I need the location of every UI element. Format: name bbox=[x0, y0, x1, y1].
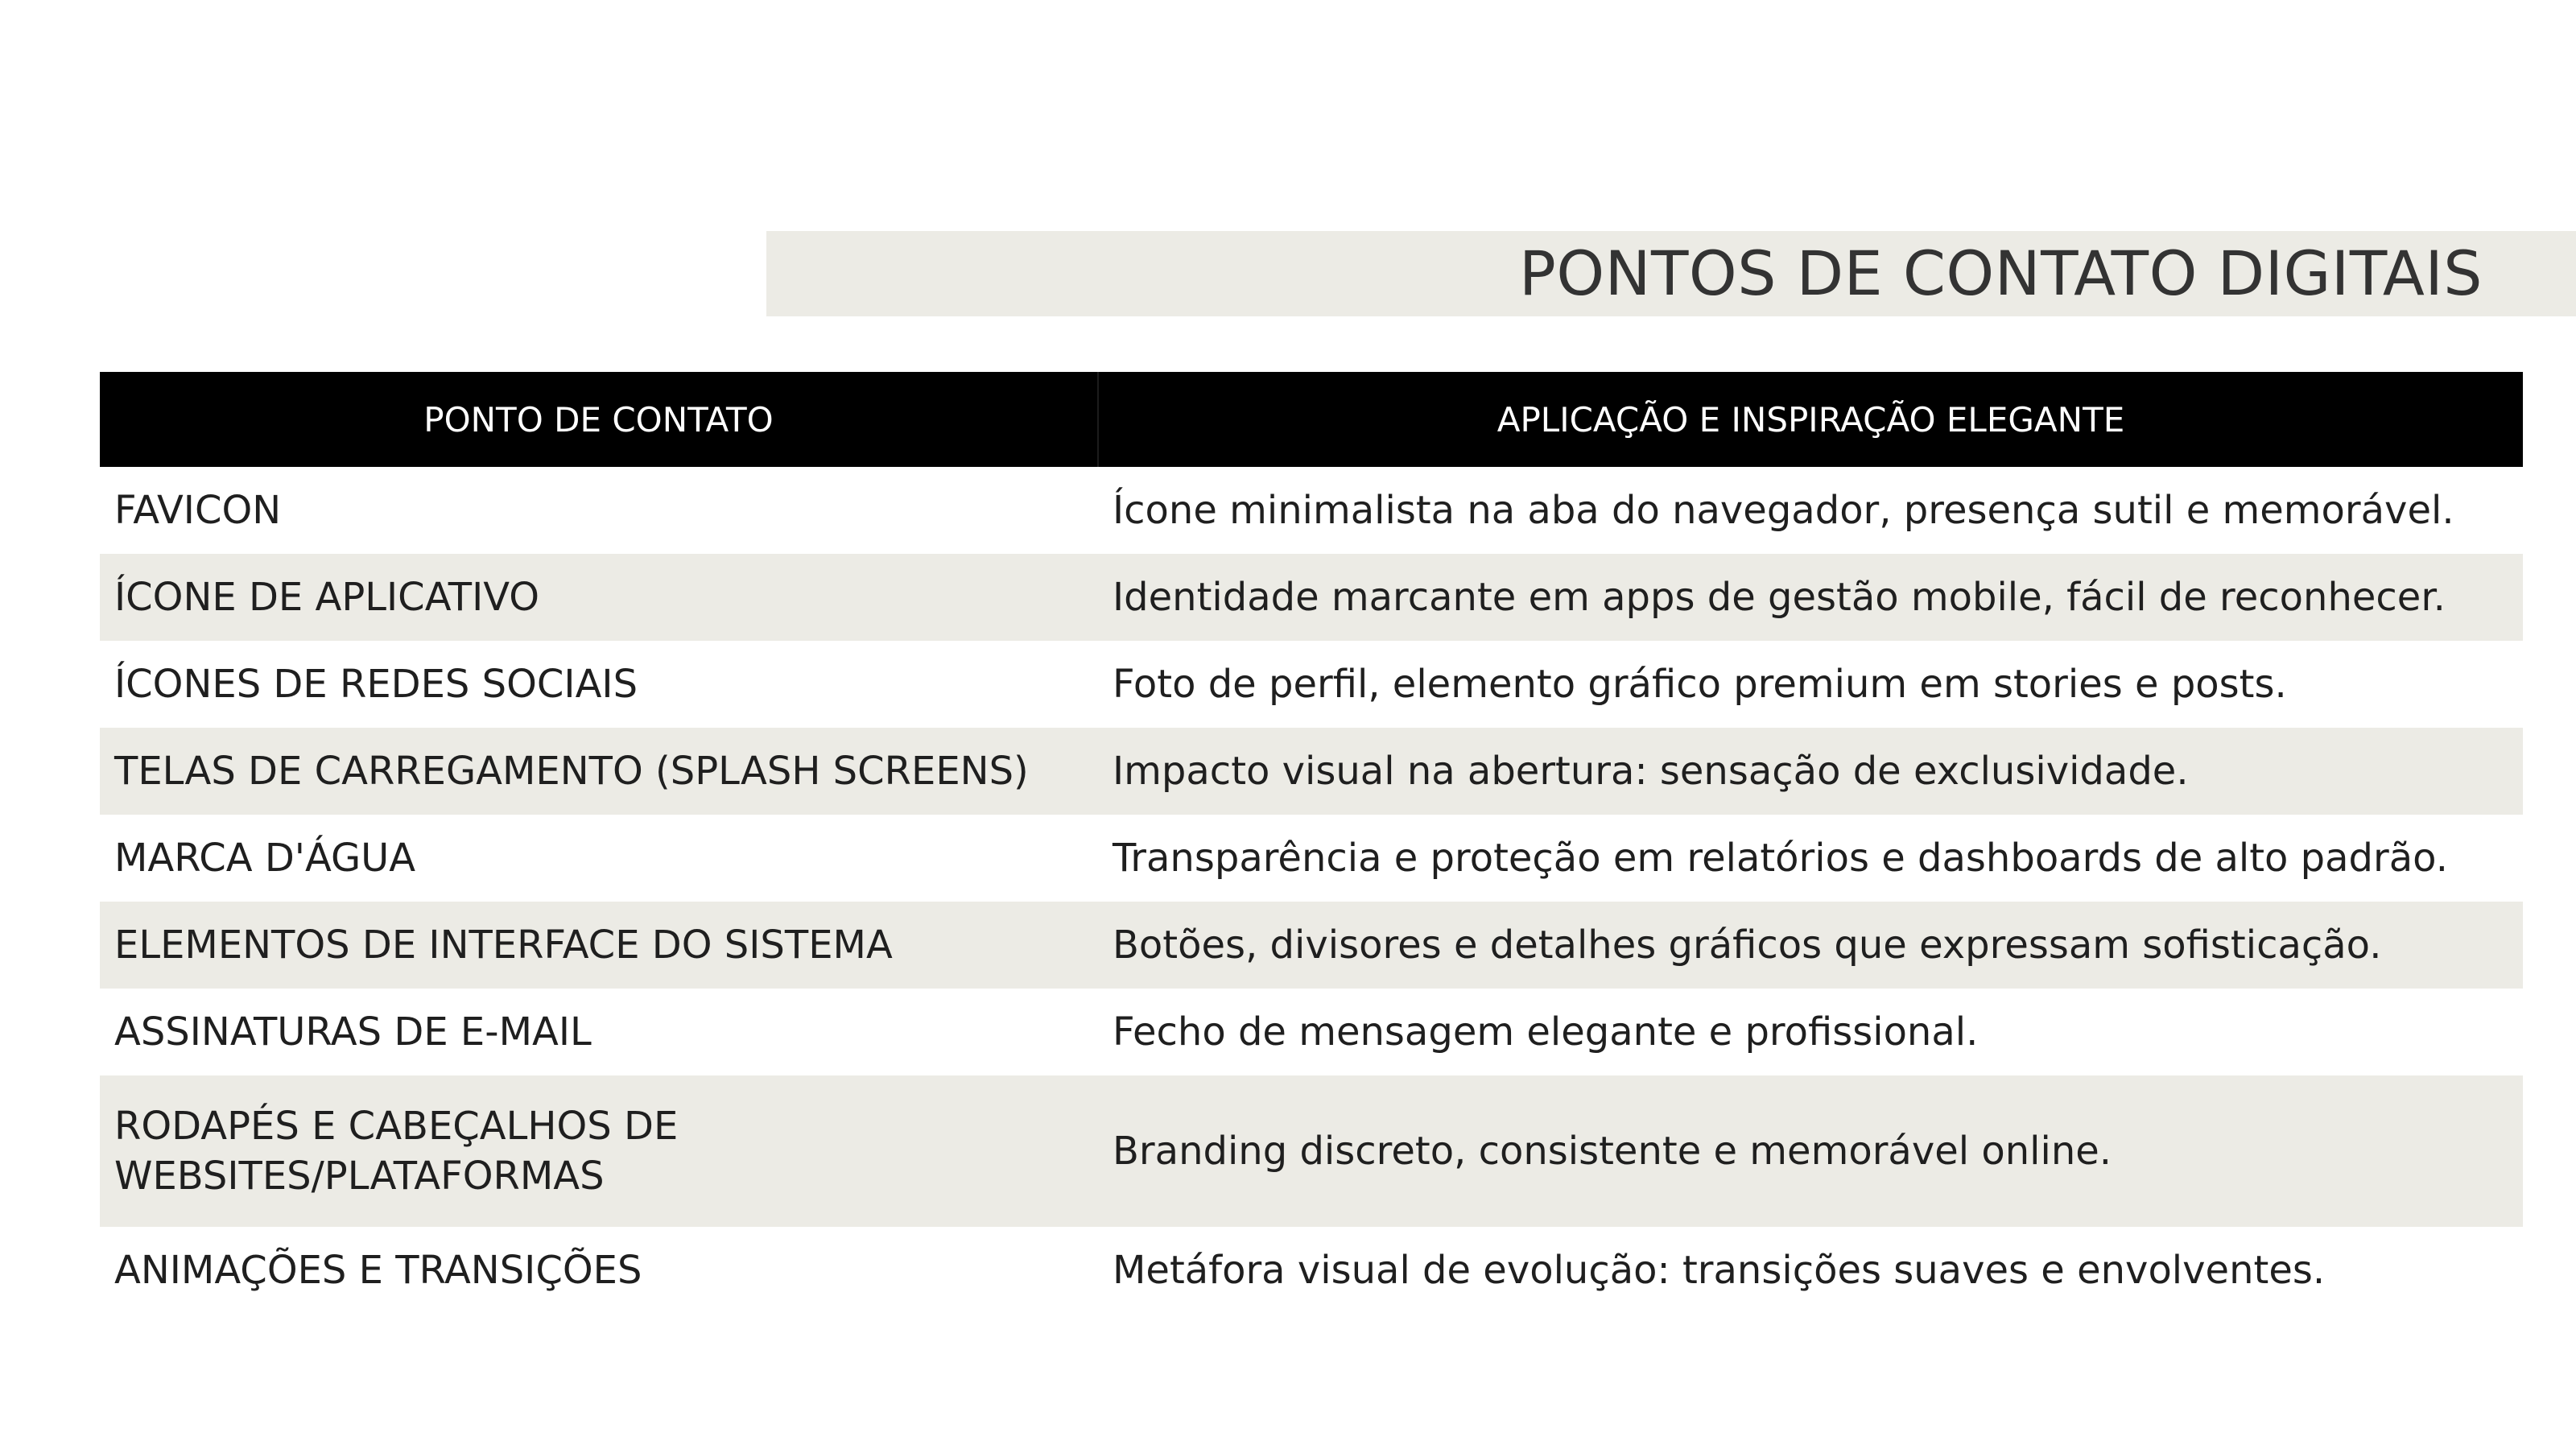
touchpoint-cell: ÍCONES DE REDES SOCIAIS bbox=[100, 641, 1098, 728]
application-cell: Fecho de mensagem elegante e profissional. bbox=[1098, 989, 2523, 1075]
table-row bbox=[100, 728, 2523, 815]
touchpoint-cell: ÍCONE DE APLICATIVO bbox=[100, 554, 1098, 641]
page-title: PONTOS DE CONTATO DIGITAIS bbox=[1518, 237, 2483, 309]
table-row bbox=[100, 1075, 2523, 1227]
table-header-row bbox=[100, 372, 2523, 467]
application-cell: Foto de perfil, elemento gráfico premium em stories e posts. bbox=[1098, 641, 2523, 728]
table-row bbox=[100, 902, 2523, 989]
table-row bbox=[100, 1227, 2523, 1314]
title-band bbox=[766, 231, 2576, 316]
application-cell: Botões, divisores e detalhes gráficos que expressam sofisticação. bbox=[1098, 902, 2523, 989]
touchpoint-cell: ELEMENTOS DE INTERFACE DO SISTEMA bbox=[100, 902, 1098, 989]
table-row bbox=[100, 641, 2523, 728]
touchpoint-cell: RODAPÉS E CABEÇALHOS DE WEBSITES/PLATAFORMAS bbox=[100, 1075, 1098, 1227]
column-header-application: APLICAÇÃO E INSPIRAÇÃO ELEGANTE bbox=[1098, 372, 2523, 467]
table-row bbox=[100, 467, 2523, 554]
touchpoint-cell: ASSINATURAS DE E-MAIL bbox=[100, 989, 1098, 1075]
application-cell: Identidade marcante em apps de gestão mobile, fácil de reconhecer. bbox=[1098, 554, 2523, 641]
table-row bbox=[100, 989, 2523, 1075]
touchpoint-cell: ANIMAÇÕES E TRANSIÇÕES bbox=[100, 1227, 1098, 1314]
application-cell: Branding discreto, consistente e memorável online. bbox=[1098, 1075, 2523, 1227]
table-row bbox=[100, 815, 2523, 902]
touchpoint-cell: MARCA D'ÁGUA bbox=[100, 815, 1098, 902]
touchpoints-table bbox=[100, 372, 2523, 1314]
touchpoint-cell: TELAS DE CARREGAMENTO (SPLASH SCREENS) bbox=[100, 728, 1098, 815]
application-cell: Transparência e proteção em relatórios e dashboards de alto padrão. bbox=[1098, 815, 2523, 902]
table-row bbox=[100, 554, 2523, 641]
application-cell: Ícone minimalista na aba do navegador, presença sutil e memorável. bbox=[1098, 467, 2523, 554]
application-cell: Metáfora visual de evolução: transições suaves e envolventes. bbox=[1098, 1227, 2523, 1314]
column-header-touchpoint: PONTO DE CONTATO bbox=[100, 372, 1098, 467]
application-cell: Impacto visual na abertura: sensação de exclusividade. bbox=[1098, 728, 2523, 815]
touchpoint-cell: FAVICON bbox=[100, 467, 1098, 554]
